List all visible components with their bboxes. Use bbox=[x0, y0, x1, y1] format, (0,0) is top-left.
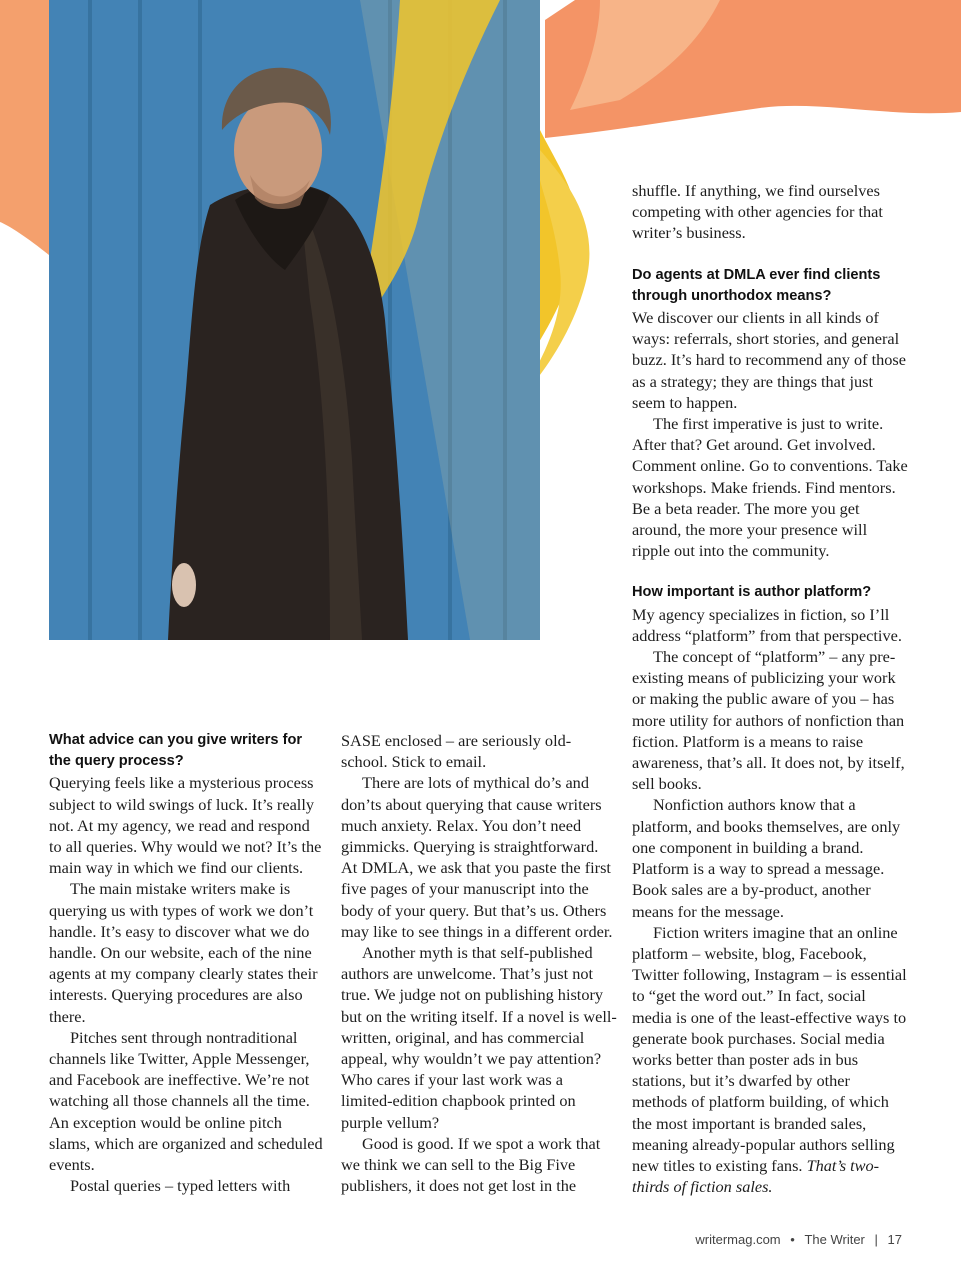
footer-separator: | bbox=[874, 1232, 878, 1247]
portrait-photo bbox=[49, 0, 540, 640]
left-orange-swoosh bbox=[0, 0, 49, 255]
page-footer bbox=[692, 1232, 905, 1247]
answer-paragraph: Postal queries – typed letters with bbox=[70, 1176, 291, 1196]
article-column-3 bbox=[632, 180, 908, 1197]
footer-magazine: The Writer bbox=[804, 1232, 865, 1247]
answer-paragraph: The concept of “platform” – any pre-existing means of publicizing your work or making the public aware of you – has more utility for authors of nonfiction than fiction. Platform is a means to raise awareness, that’s all. It does not, by itself, sell books. bbox=[632, 647, 905, 794]
answer-paragraph bbox=[632, 922, 908, 1198]
footer-bullet: • bbox=[790, 1232, 795, 1247]
answer-paragraph: Good is good. If we spot a work that we think we can sell to the Big Five publishers, it does not get lost in the bbox=[341, 1133, 601, 1196]
answer-paragraph: The main mistake writers make is querying us with types of work we don’t handle. It’s easy to discover what we do handle. On our website, each of the nine agents at my company clearly states their interests. Querying procedures are also there. bbox=[49, 879, 318, 1026]
question-heading: What advice can you give writers for the query process? bbox=[49, 732, 303, 770]
answer-paragraph: Nonfiction authors know that a platform, and books themselves, are only one component in building a brand. Platform is a way to spread a message. Book sales are a by-product, another means for the message. bbox=[632, 795, 901, 921]
answer-text: Fiction writers imagine that an online platform – website, blog, Facebook, Twitter following, Instagram – is essential to “get the word out.” In fact, social media is one of the least-effective ways to generate book purchases. Social media works better than poster ads in bus stations, but it’s dwarfed by other methods of platform building, of which the most important is branded sales, meaning already-popular authors selling new titles to existing fans. bbox=[632, 922, 907, 1175]
article-column-2 bbox=[341, 730, 617, 1196]
answer-paragraph: Another myth is that self-published authors are unwelcome. That’s just not true. We judge not on publishing history but on the writing itself. If a novel is well-written, original, and has commercial appeal, why wouldn’t we pay attention? Who cares if your last work was a limited-edition chapbook printed on purple vellum? bbox=[341, 943, 617, 1132]
answer-paragraph: SASE enclosed – are seriously old-school. Stick to email. bbox=[341, 731, 572, 772]
spacer bbox=[632, 561, 908, 582]
answer-paragraph: Pitches sent through nontraditional channels like Twitter, Apple Messenger, and Facebook are ineffective. We’re not watching all those channels all the time. An exception would be online pitch slams, which are organized and scheduled events. bbox=[49, 1027, 323, 1175]
article-column-1 bbox=[49, 730, 325, 1196]
page-number: 17 bbox=[887, 1232, 902, 1247]
answer-emphasis: That’s two-thirds of fiction sales. bbox=[632, 1155, 880, 1197]
answer-paragraph: Querying feels like a mysterious process subject to wild swings of luck. It’s really not. At my agency, we read and respond to all queries. Why would we not? It’s the main way in which we find our clients. bbox=[49, 773, 322, 878]
answer-paragraph: There are lots of mythical do’s and don’ts about querying that cause writers much anxiety. Relax. You don’t need gimmicks. Querying is straightforward. At DMLA, we ask that you paste the first five pages of your manuscript into the body of your query. But that’s us. Others may like to see things in a different order. bbox=[341, 773, 613, 941]
footer-site: writermag.com bbox=[695, 1232, 781, 1247]
answer-paragraph: We discover our clients in all kinds of ways: referrals, short stories, and general buzz. It’s hard to recommend any of those as a strategy; they are things that just seem to happen. bbox=[632, 308, 906, 412]
answer-paragraph: My agency specializes in fiction, so I’ll address “platform” from that perspective. bbox=[632, 604, 902, 645]
answer-paragraph: The first imperative is just to write. After that? Get around. Get involved. Comment online. Go to conventions. Take workshops. Make friends. Find mentors. Be a beta reader. The more you get around, the more your presence will ripple out into the community. bbox=[632, 414, 908, 561]
question-heading: Do agents at DMLA ever find clients through unorthodox means? bbox=[632, 266, 881, 304]
question-heading: How important is author platform? bbox=[632, 584, 872, 601]
answer-paragraph: shuffle. If anything, we find ourselves competing with other agencies for that writer’s business. bbox=[632, 181, 883, 243]
spacer bbox=[632, 244, 908, 265]
